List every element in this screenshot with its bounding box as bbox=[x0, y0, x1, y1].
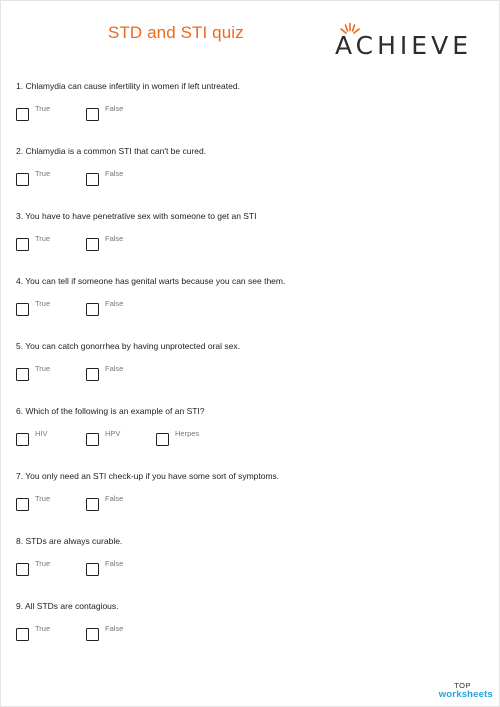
topworksheets-logo bbox=[439, 681, 493, 700]
option-label: True bbox=[35, 234, 51, 243]
option-label: HIV bbox=[35, 429, 48, 438]
option-label: True bbox=[35, 559, 51, 568]
option-label: False bbox=[105, 299, 124, 308]
option-label: False bbox=[105, 169, 124, 178]
question-4: 4. You can tell if someone has genital warts because you can see them. bbox=[16, 276, 286, 286]
footer-brand-text: worksheets bbox=[438, 689, 493, 700]
footer-top-text: TOP bbox=[454, 681, 471, 690]
checkbox[interactable] bbox=[156, 433, 169, 446]
option-label: False bbox=[105, 104, 124, 113]
checkbox[interactable] bbox=[16, 563, 29, 576]
checkbox[interactable] bbox=[16, 108, 29, 121]
option-label: HPV bbox=[105, 429, 121, 438]
page-title: STD and STI quiz bbox=[108, 23, 244, 42]
question-2: 2. Chlamydia is a common STI that can't be cured. bbox=[16, 146, 207, 156]
option-label: True bbox=[35, 364, 51, 373]
question-5: 5. You can catch gonorrhea by having unprotected oral sex. bbox=[16, 341, 240, 351]
checkbox[interactable] bbox=[86, 368, 99, 381]
option-label: False bbox=[105, 234, 124, 243]
question-3: 3. You have to have penetrative sex with someone to get an STI bbox=[16, 211, 257, 221]
option-label: True bbox=[35, 104, 51, 113]
option-label: Herpes bbox=[175, 429, 200, 438]
checkbox[interactable] bbox=[86, 303, 99, 316]
option-label: False bbox=[105, 624, 124, 633]
achieve-logo bbox=[335, 25, 490, 61]
checkbox[interactable] bbox=[16, 628, 29, 641]
option-label: True bbox=[35, 169, 51, 178]
checkbox[interactable] bbox=[86, 108, 99, 121]
checkbox[interactable] bbox=[16, 238, 29, 251]
option-label: False bbox=[105, 559, 124, 568]
option-label: True bbox=[35, 494, 51, 503]
checkbox[interactable] bbox=[86, 238, 99, 251]
question-1: 1. Chlamydia can cause infertility in women if left untreated. bbox=[16, 81, 240, 91]
checkbox[interactable] bbox=[16, 498, 29, 511]
option-label: False bbox=[105, 364, 124, 373]
checkbox[interactable] bbox=[86, 628, 99, 641]
question-6: 6. Which of the following is an example of an STI? bbox=[16, 406, 205, 416]
question-9: 9. All STDs are contagious. bbox=[16, 601, 119, 611]
checkbox[interactable] bbox=[16, 173, 29, 186]
checkbox[interactable] bbox=[16, 368, 29, 381]
option-label: True bbox=[35, 624, 51, 633]
question-8: 8. STDs are always curable. bbox=[16, 536, 123, 546]
logo-text: ACHIEVE bbox=[335, 31, 472, 60]
checkbox[interactable] bbox=[86, 433, 99, 446]
checkbox[interactable] bbox=[16, 433, 29, 446]
checkbox[interactable] bbox=[86, 173, 99, 186]
checkbox[interactable] bbox=[86, 498, 99, 511]
checkbox[interactable] bbox=[16, 303, 29, 316]
option-label: False bbox=[105, 494, 124, 503]
checkbox[interactable] bbox=[86, 563, 99, 576]
question-7: 7. You only need an STI check-up if you have some sort of symptoms. bbox=[16, 471, 280, 481]
option-label: True bbox=[35, 299, 51, 308]
